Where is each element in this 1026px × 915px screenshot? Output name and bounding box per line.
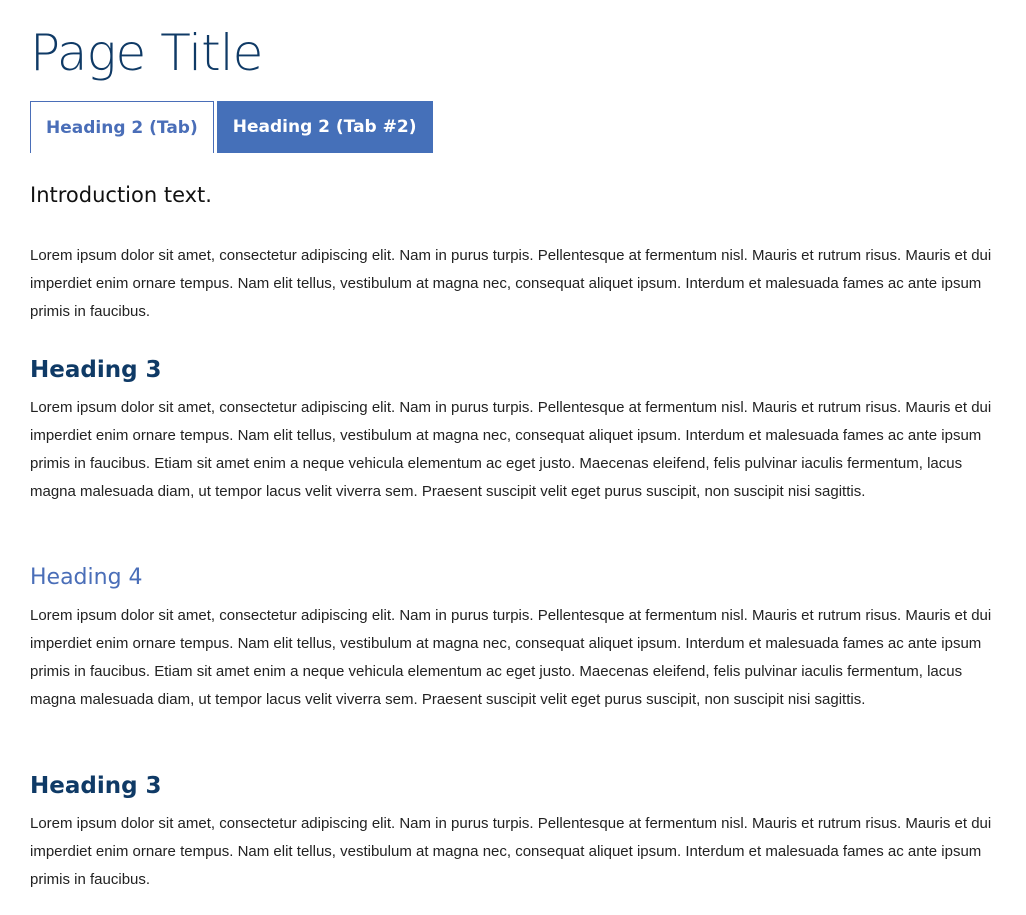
tab-heading-2-number-2[interactable]: Heading 2 (Tab #2) [217,101,433,153]
body-paragraph: Lorem ipsum dolor sit amet, consectetur adipiscing elit. Nam in purus turpis. Pellentesque at fermentum nisl. Mauris et rutrum risus. Mauris et dui imperdiet enim ornare tempus. Nam elit tellus, vestibulum at magna nec, consequat aliquet ipsum. Interdum et malesuada fames ac ante ipsum primis in faucibus. [30,815,992,888]
body-paragraph: Lorem ipsum dolor sit amet, consectetur adipiscing elit. Nam in purus turpis. Pellentesque at fermentum nisl. Mauris et rutrum risus. Mauris et dui imperdiet enim ornare tempus. Nam elit tellus, vestibulum at magna nec, consequat aliquet ipsum. Interdum et malesuada fames ac ante ipsum primis in faucibus. [30,247,992,320]
body-paragraph: Lorem ipsum dolor sit amet, consectetur adipiscing elit. Nam in purus turpis. Pellentesque at fermentum nisl. Mauris et rutrum risus. Mauris et dui imperdiet enim ornare tempus. Nam elit tellus, vestibulum at magna nec, consequat aliquet ipsum. Interdum et malesuada fames ac ante ipsum primis in faucibus. Etiam sit amet enim a neque vehicula elementum ac eget justo. Maecenas eleifend, felis pulvinar iaculis fermentum, lacus magna malesuada diam, ut tempor lacus velit viverra sem. Praesent suscipit velit eget purus suscipit, non suscipit nisi sagittis. [30,399,992,500]
page-title: Page Title [30,24,263,82]
tab-heading-2[interactable]: Heading 2 (Tab) [30,101,214,153]
body-paragraph: Lorem ipsum dolor sit amet, consectetur adipiscing elit. Nam in purus turpis. Pellentesque at fermentum nisl. Mauris et rutrum risus. Mauris et dui imperdiet enim ornare tempus. Nam elit tellus, vestibulum at magna nec, consequat aliquet ipsum. Interdum et malesuada fames ac ante ipsum primis in faucibus. Etiam sit amet enim a neque vehicula elementum ac eget justo. Maecenas eleifend, felis pulvinar iaculis fermentum, lacus magna malesuada diam, ut tempor lacus velit viverra sem. Praesent suscipit velit eget purus suscipit, non suscipit nisi sagittis. [30,607,992,708]
heading-3: Heading 3 [30,357,162,383]
heading-4: Heading 4 [30,565,143,590]
tab-bar [30,101,433,153]
intro-text: Introduction text. [30,183,212,207]
heading-3: Heading 3 [30,773,162,799]
